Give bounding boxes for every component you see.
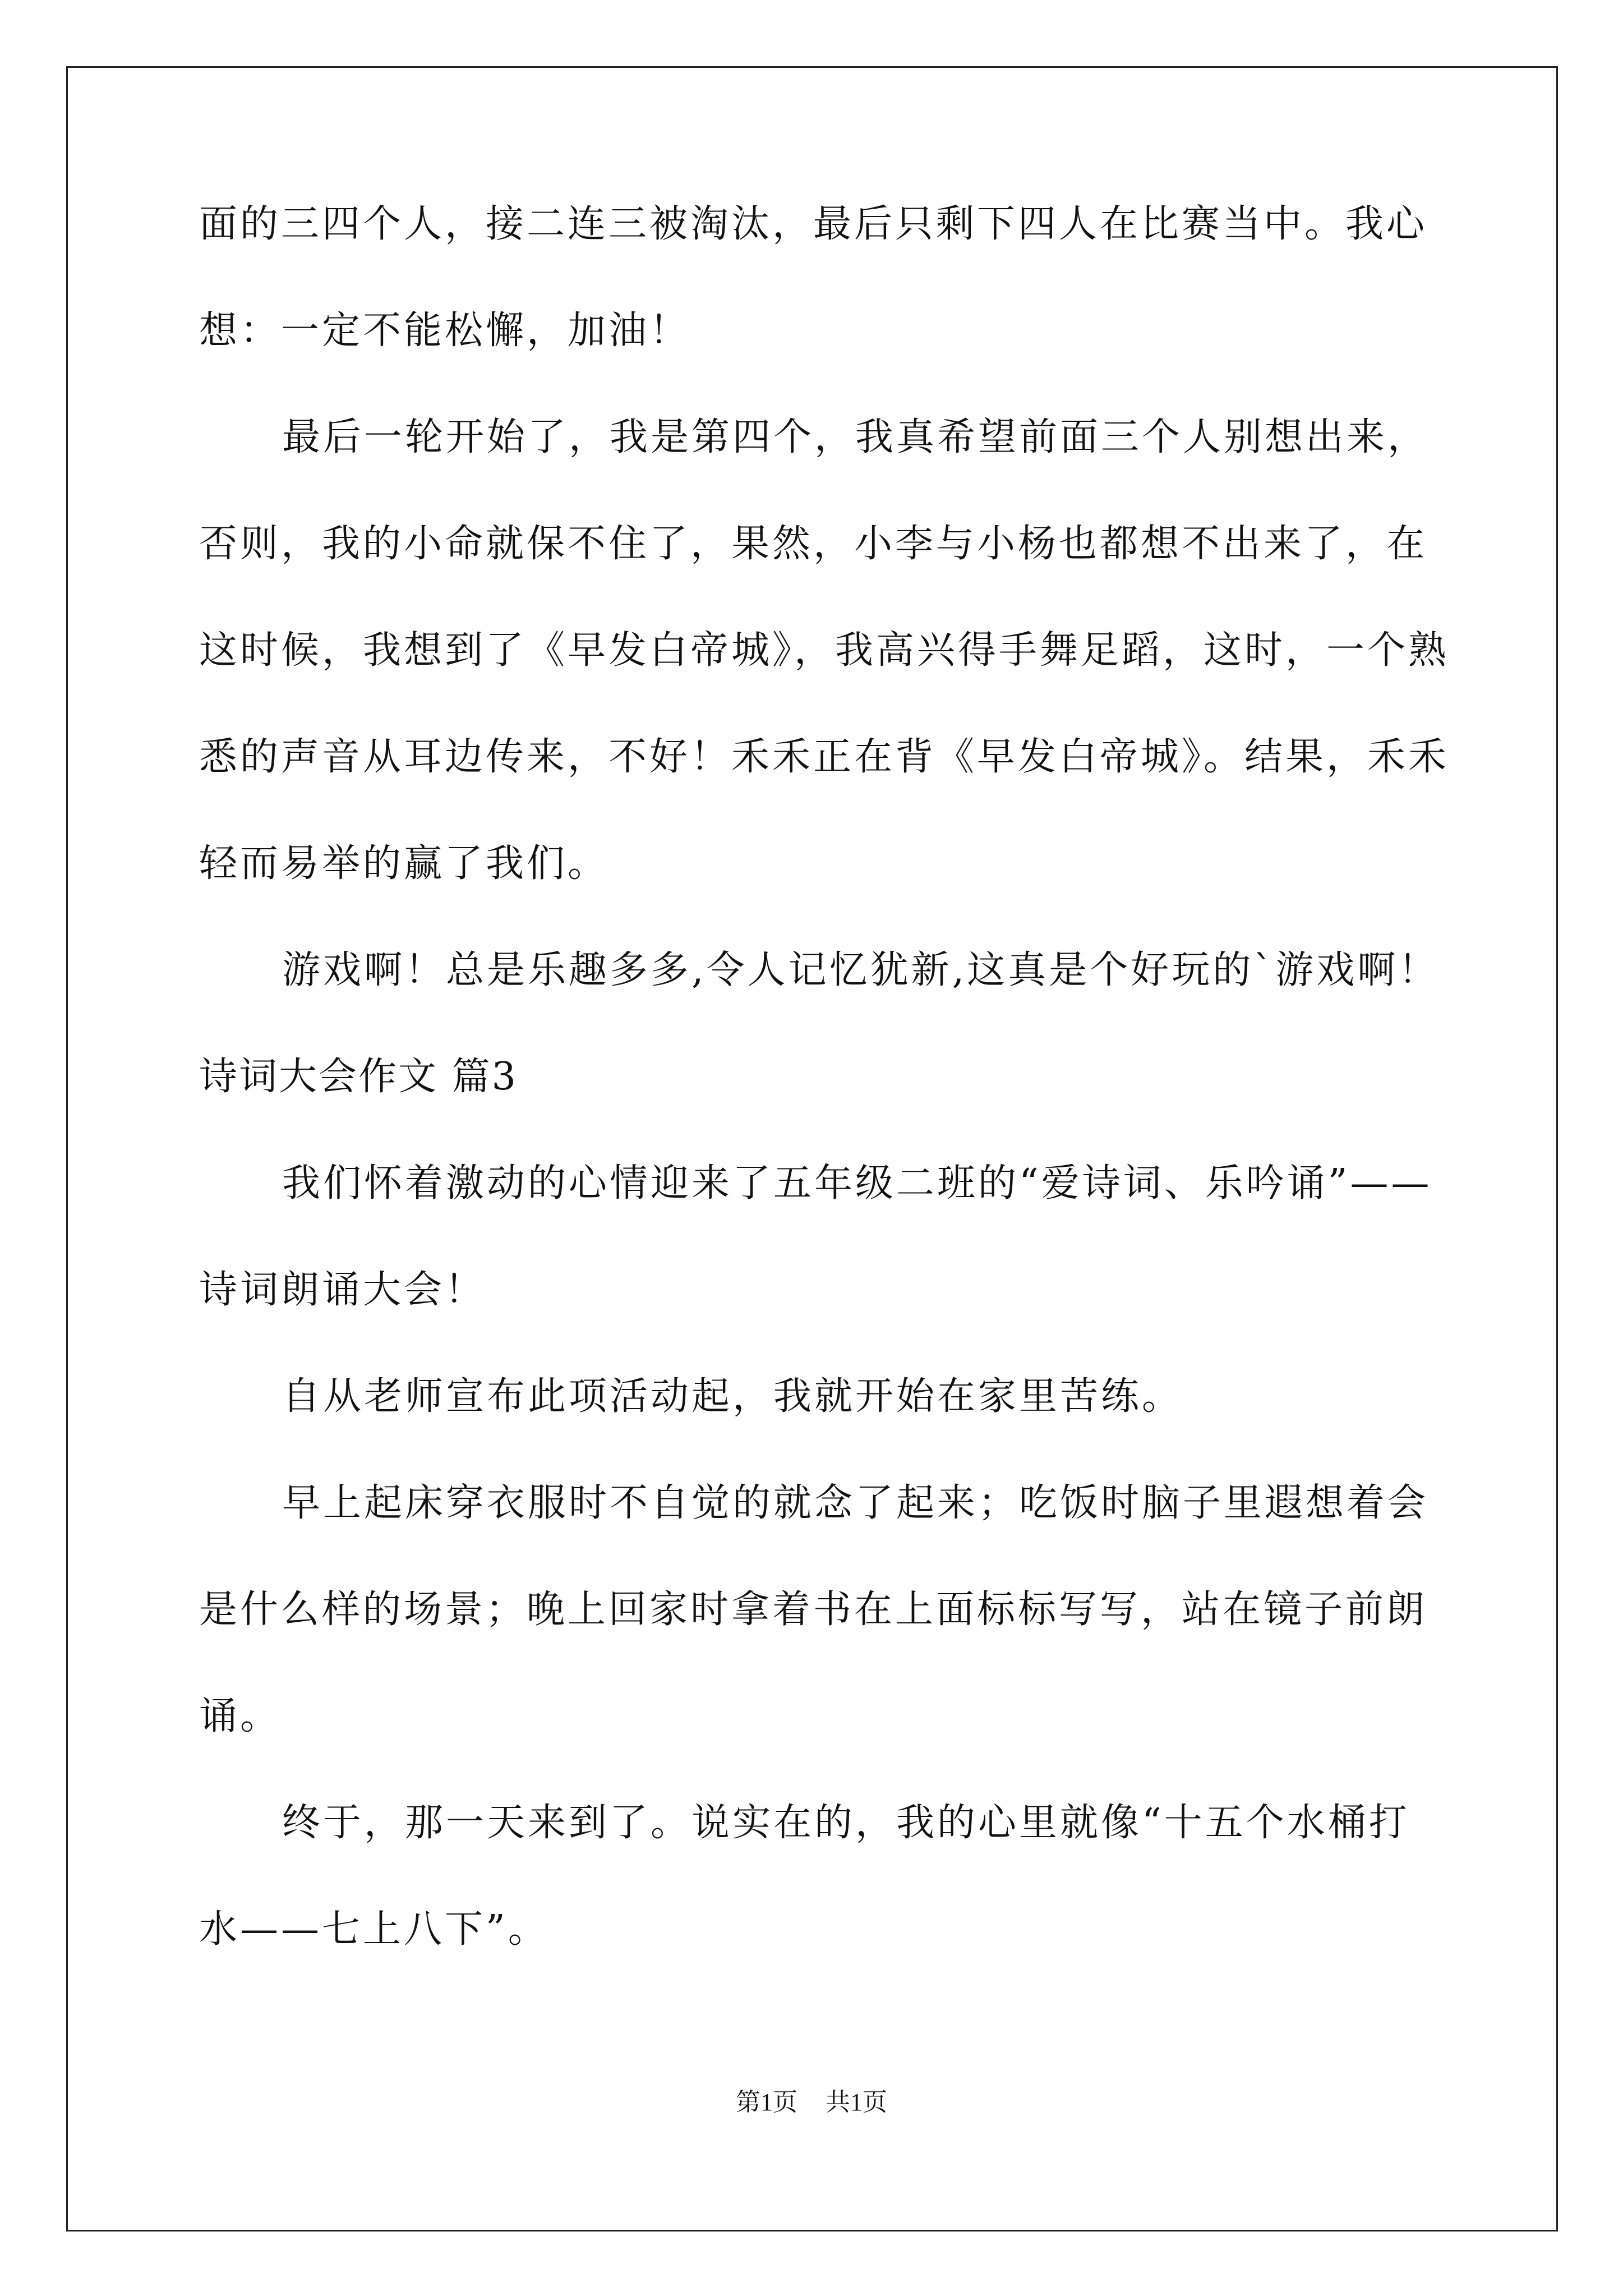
text-line: 水——七上八下”。 — [199, 1907, 549, 1952]
text-line: 诗词朗诵大会！ — [199, 1268, 486, 1312]
document-body — [199, 202, 1450, 2014]
text-line: 想：一定不能松懈，加油！ — [199, 309, 691, 353]
text-line: 是什么样的场景；晚上回家时拿着书在上面标标写写，站在镜子前朗 — [199, 1588, 1428, 1632]
text-line: 终于，那一天来到了。说实在的，我的心里就像“十五个水桶打 — [282, 1801, 1410, 1845]
text-line: 早上起床穿衣服时不自觉的就念了起来；吃饭时脑子里遐想着会 — [282, 1481, 1429, 1525]
text-line: 自从老师宣布此项活动起，我就开始在家里苦练。 — [282, 1374, 1183, 1419]
text-line: 面的三四个人，接二连三被淘汰，最后只剩下四人在比赛当中。我心 — [199, 202, 1428, 246]
text-line: 游戏啊！总是乐趣多多,令人记忆犹新,这真是个好玩的`游戏啊！ — [282, 948, 1440, 992]
text-line: 否则，我的小命就保不住了，果然，小李与小杨也都想不出来了，在 — [199, 522, 1428, 566]
page-footer — [0, 2088, 1623, 2117]
text-line: 最后一轮开始了，我是第四个，我真希望前面三个人别想出来， — [282, 415, 1429, 459]
text-line: 轻而易举的赢了我们。 — [199, 841, 609, 886]
page-total: 共1页 — [826, 2088, 887, 2116]
section-heading: 诗词大会作文 篇3 — [199, 1055, 518, 1099]
page-number: 第1页 — [736, 2088, 797, 2116]
text-line: 诵。 — [199, 1694, 282, 1738]
text-line: 悉的声音从耳边传来，不好！禾禾正在背《早发白帝城》。结果，禾禾 — [199, 735, 1450, 779]
text-line: 我们怀着激动的心情迎来了五年级二班的“爱诗词、乐吟诵”—— — [282, 1161, 1432, 1205]
text-line: 这时候，我想到了《早发白帝城》，我高兴得手舞足蹈，这时，一个熟 — [199, 628, 1450, 673]
